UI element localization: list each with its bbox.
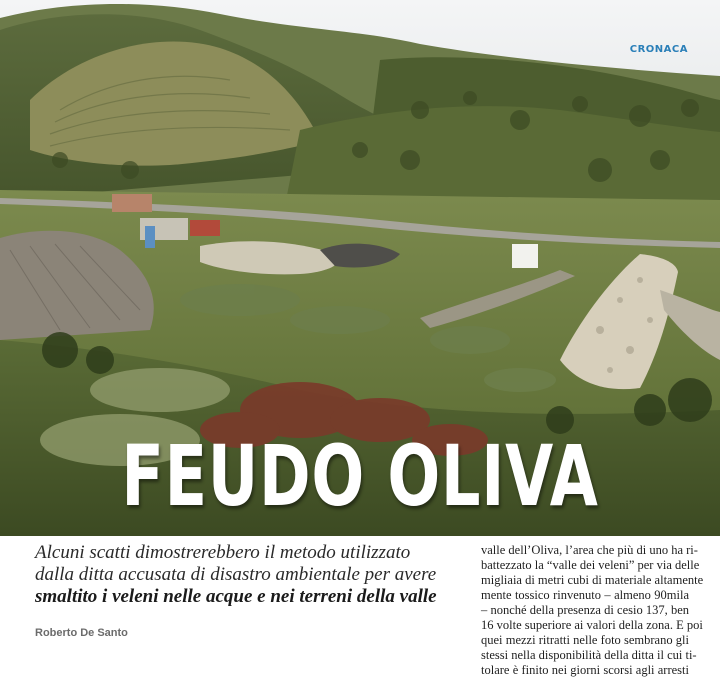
body-line: tolare è finito nei giorni scorsi agli arresti [481,663,689,677]
body-line: stessi nella disponibilità della ditta il cui ti- [481,648,697,662]
subhead [35,542,455,608]
subhead-line: Alcuni scatti dimostrerebbero il metodo utilizzato [35,542,411,563]
body-line: – nonché della presenza di cesio 137, ben [481,603,689,617]
body-line: 16 volte superiore ai valori della zona. E poi [481,618,703,632]
author-byline: Roberto De Santo [35,627,128,639]
section-label: CRONACA [629,44,688,55]
body-line: valle dell’Oliva, l’area che più di uno ha ri- [481,543,698,557]
body-line: quei mezzi ritratti nelle foto sembrano gli [481,633,689,647]
article-body-column [481,543,704,678]
body-line: battezzato la “valle dei veleni” per via delle [481,558,700,572]
body-line: migliaia di metri cubi di materiale altamente [481,573,704,587]
subhead-line: dalla ditta accusata di disastro ambientale per avere [35,564,437,585]
body-line: mente tossico rinvenuto – almeno 90mila [481,588,689,602]
subhead-line-bold: smaltito i veleni nelle acque e nei terreni della valle [35,586,437,607]
headline: FEUDO OLIVA [121,427,599,525]
